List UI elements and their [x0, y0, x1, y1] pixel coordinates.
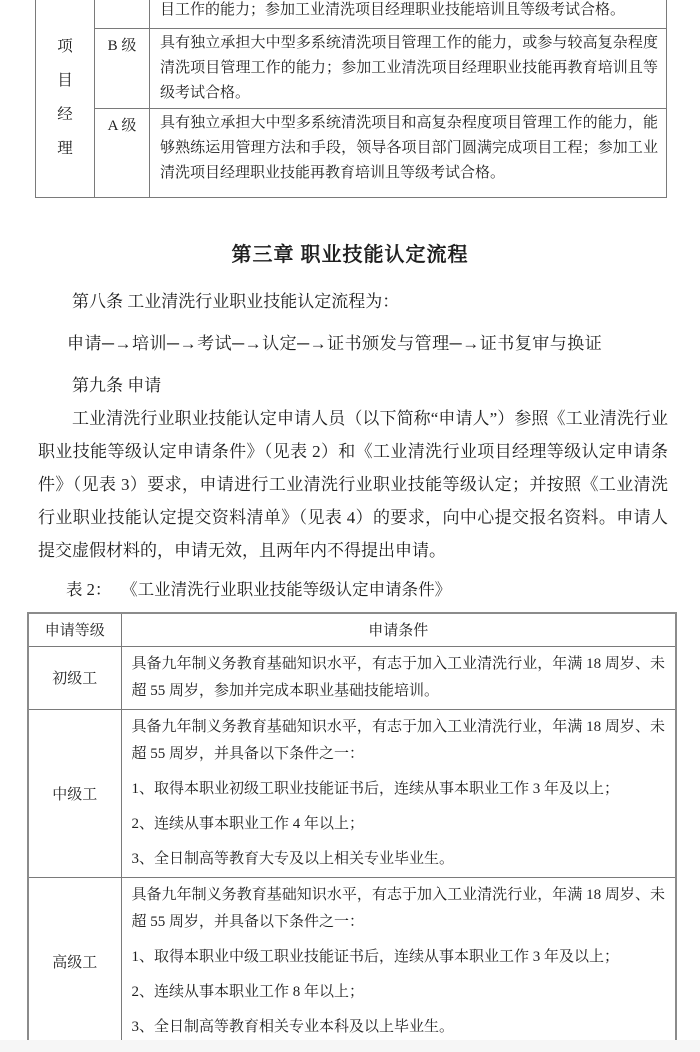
condition-cell: [121, 877, 676, 1046]
clause-9-text: 第九条 申请: [72, 376, 162, 395]
category-cell-project-manager: [36, 0, 95, 198]
condition-intro: 具备九年制义务教育基础知识水平，有志于加入工业清洗行业，年满 18 周岁、未超 55 周岁，并具备以下条件之一：: [131, 718, 665, 762]
table-row: [28, 646, 676, 709]
table-row: [36, 29, 667, 109]
application-conditions-table: [27, 612, 677, 1047]
level-cell: A 级: [95, 109, 150, 198]
grade-cell: 高级工: [28, 877, 121, 1046]
level-description: 目工作的能力；参加工业清洗项目经理职业技能培训且等级考试合格。: [150, 0, 667, 29]
condition-item: 1、取得本职业初级工职业技能证书后，连续从事本职业工作 3 年及以上；: [131, 780, 620, 797]
table-row: [28, 877, 676, 1046]
table2-caption: [66, 576, 451, 600]
condition-cell: [121, 709, 676, 877]
header-apply-condition: 申请条件: [121, 613, 676, 646]
condition-item: 2、连续从事本职业工作 8 年以上；: [131, 983, 365, 1000]
project-manager-level-table: [35, 0, 667, 198]
table-row: [36, 109, 667, 198]
table2-caption-label: 表 2：: [66, 580, 112, 599]
table-row: [28, 709, 676, 877]
level-cell: B 级: [95, 29, 150, 109]
table-header-row: [28, 613, 676, 646]
condition-item: 3、全日制高等教育相关专业本科及以上毕业生。: [131, 1018, 455, 1035]
clause-8-text: 第八条 工业清洗行业职业技能认定流程为：: [72, 292, 400, 311]
application-paragraph: 工业清洗行业职业技能认定申请人员（以下简称“申请人”）参照《工业清洗行业职业技能等级认定申请条件》（见表 2）和《工业清洗行业项目经理等级认定申请条件》（见表 3）要求，申请进行工业清洗行业职业技能等级认定；并按照《工业清洗行业职业技能认定提交资料清单》（见表 4）的要求，向中心提交报名资料。申请人提交虚假材料的，申请无效，且两年内不得提出申请。: [38, 409, 668, 560]
category-char: 项: [57, 37, 73, 55]
level-description: 具有独立承担大中型多系统清洗项目和高复杂程度项目管理工作的能力，能够熟练运用管理方法和手段，领导各项目部门圆满完成项目工程；参加工业清洗项目经理职业技能再教育培训且等级考试合格。: [150, 109, 667, 198]
level-cell: [95, 0, 150, 29]
header-apply-level: 申请等级: [28, 613, 121, 646]
level-description: 具有独立承担大中型多系统清洗项目管理工作的能力，或参与较高复杂程度清洗项目管理工作的能力；参加工业清洗项目经理职业技能再教育培训且等级考试合格。: [150, 29, 667, 109]
condition-cell: [121, 646, 676, 709]
category-char: 目: [57, 71, 73, 89]
condition-item: 2、连续从事本职业工作 4 年以上；: [131, 815, 365, 832]
table2-caption-title: 《工业清洗行业职业技能等级认定申请条件》: [129, 580, 452, 599]
certification-process-flow: 申请─→培训─→考试─→认定─→证书颁发与管理─→证书复审与换证: [67, 334, 603, 353]
condition-intro: 具备九年制义务教育基础知识水平，有志于加入工业清洗行业，年满 18 周岁、未超 55 周岁，并具备以下条件之一：: [131, 886, 665, 930]
grade-cell: 中级工: [28, 709, 121, 877]
chapter-heading: 第三章 职业技能认定流程: [231, 244, 469, 266]
condition-item: 3、全日制高等教育大专及以上相关专业毕业生。: [131, 850, 455, 867]
category-char: 经: [57, 105, 73, 123]
page-bottom-edge: [0, 1040, 700, 1052]
condition-intro: 具备九年制义务教育基础知识水平，有志于加入工业清洗行业，年满 18 周岁、未超 55 周岁，参加并完成本职业基础技能培训。: [131, 655, 665, 699]
table-row: [36, 0, 667, 29]
grade-cell: 初级工: [28, 646, 121, 709]
condition-item: 1、取得本职业中级工职业技能证书后，连续从事本职业工作 3 年及以上；: [131, 948, 620, 965]
category-char: 理: [57, 139, 73, 157]
